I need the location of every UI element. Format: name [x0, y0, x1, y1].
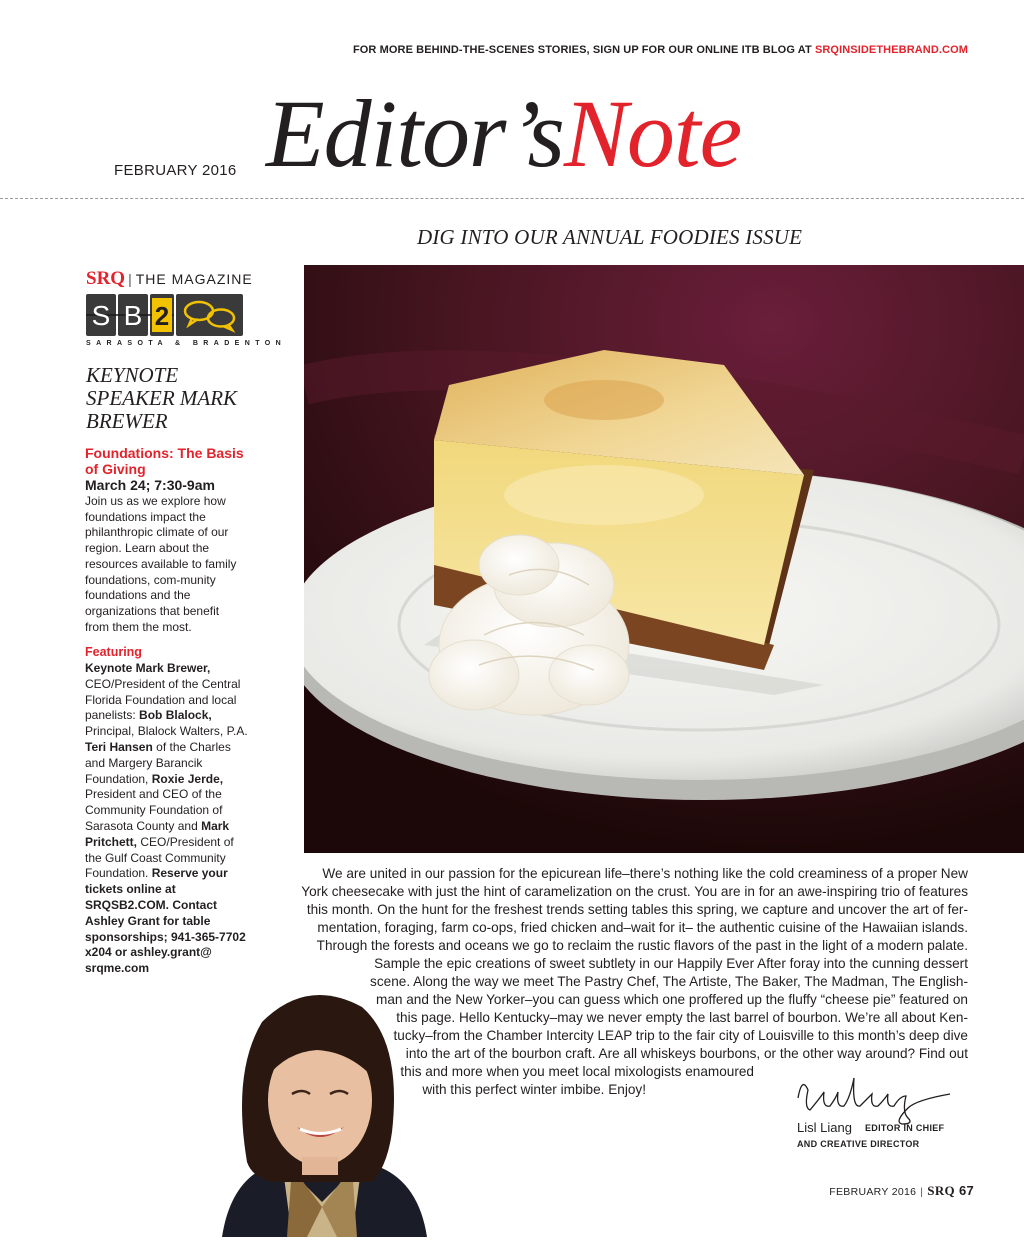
promo-text: FOR MORE BEHIND-THE-SCENES STORIES, SIGN UP FOR OUR ONLINE ITB BLOG AT [352, 44, 815, 56]
title-word-note: Note [563, 80, 742, 187]
feat-text-2: Principal, Blalock Walters, P.A. [85, 724, 248, 739]
blog-promo-line [0, 44, 968, 56]
article-line: this month. On the hunt for the freshest trends setting tables this spring, we capture and uncover the art of fer- [306, 902, 968, 917]
editor-title-line2: AND CREATIVE DIRECTOR [797, 1139, 920, 1149]
feat-name-jerde: Roxie Jerde, [151, 771, 224, 786]
reserve-tickets-info: Reserve your tickets online at SRQSB2.COM. Contact Ashley Grant for table sponsorships; 941-365-7702 x204 or ashley.grant@ srqme.com [85, 866, 246, 976]
title-word-editors: Editor’s [266, 80, 564, 187]
feat-text-1: CEO/President of the Central Florida Foundation and local panelists: [85, 676, 241, 723]
event-date: March 24; 7:30-9am [85, 477, 215, 493]
sb2-logo [86, 294, 243, 336]
article-line: with this perfect winter imbibe. Enjoy! [422, 1082, 646, 1097]
article-line: into the art of the bourbon craft. Are all whiskeys bourbons, or the other way around? Find out [405, 1046, 968, 1061]
article-line: Sample the epic creations of sweet subtlety in our Happily Ever After foray into the cunning dessert [374, 956, 968, 971]
article-line: Through the forests and oceans we go to reclaim the rustic flavors of the past in the light of a modern palate. [316, 938, 968, 953]
featuring-details [85, 661, 249, 977]
feat-text-5: CEO/President of the Gulf Coast Community Foundation. [85, 834, 234, 881]
sb2-letter-s: S [91, 300, 111, 331]
srq-magazine-logo: SRQ | THE MAGAZINE [86, 268, 253, 289]
folio-date: FEBRUARY 2016 [829, 1186, 917, 1198]
article-line: tucky–from the Chamber Intercity LEAP trip to the fair city of Louisville to this month’s deep dive [393, 1028, 968, 1043]
featuring-label: Featuring [85, 645, 142, 659]
signature-image [790, 1068, 960, 1128]
editor-title-line1: EDITOR IN CHIEF [865, 1123, 945, 1133]
page-title [266, 80, 742, 187]
feat-name-blalock: Bob Blalock, [139, 708, 212, 723]
feat-text-4: President and CEO of the Community Foundation of Sarasota County and [85, 787, 223, 833]
editor-name: Lisl Liang [797, 1120, 852, 1135]
issue-date: FEBRUARY 2016 [114, 162, 237, 179]
article-line: this and more when you meet local mixologists enamoured [400, 1064, 754, 1079]
article-line: man and the New Yorker–you can guess which one proffered up the fluffy “cheese pie” featured on [376, 992, 968, 1007]
feat-name-brewer: Keynote Mark Brewer, [85, 661, 211, 675]
header-divider [0, 198, 1024, 199]
article-line: scene. Along the way we meet The Pastry Chef, The Artiste, The Baker, The Madman, The English- [370, 974, 968, 989]
event-title: Foundations: The Basis of Giving [85, 445, 244, 477]
srq-wordmark: SRQ [86, 268, 126, 289]
page-number: 67 [958, 1183, 974, 1198]
article-line: this page. Hello Kentucky–may we never empty the last barrel of bourbon. We’re all about Ken- [396, 1010, 968, 1025]
promo-link[interactable]: SRQINSIDETHEBRAND.COM [814, 44, 968, 56]
folio-magazine: SRQ [927, 1183, 955, 1198]
cheesecake-photo [304, 265, 1024, 853]
sb2-tagline: SARASOTA & BRADENTON [86, 340, 287, 347]
article-line: We are united in our passion for the epicurean life–there’s nothing like the cold creaminess of a proper New [322, 866, 968, 881]
the-magazine-wordmark: THE MAGAZINE [135, 271, 253, 287]
feat-text-3: of the Charles and Margery Barancik Foundation, [85, 739, 231, 786]
event-description: Join us as we explore how foundations impact the philanthropic climate of our region. Learn about the resources available to family foundations, com-munity foundations and the organizations that benefit from them the most. [85, 494, 237, 634]
article-line: York cheesecake with just the hint of caramelization on the crust. You are in for an awe-inspiring trio of features [301, 884, 968, 899]
editor-portrait [212, 982, 434, 1237]
feat-name-pritchett: Mark Pritchett, [85, 818, 230, 849]
keynote-heading: KEYNOTE SPEAKER MARK BREWER [86, 363, 238, 433]
subheadline: DIG INTO OUR ANNUAL FOODIES ISSUE [417, 225, 803, 249]
feat-name-hansen: Teri Hansen [85, 739, 153, 754]
sb2-letter-2: 2 [154, 301, 170, 331]
article-line: mentation, foraging, farm co-ops, fried chicken and–wait for it– the authentic cuisine of the Hawaiian islands. [317, 920, 968, 935]
sb2-letter-b: B [123, 300, 143, 331]
page-folio: FEBRUARY 2016 | SRQ 67 [829, 1183, 974, 1198]
